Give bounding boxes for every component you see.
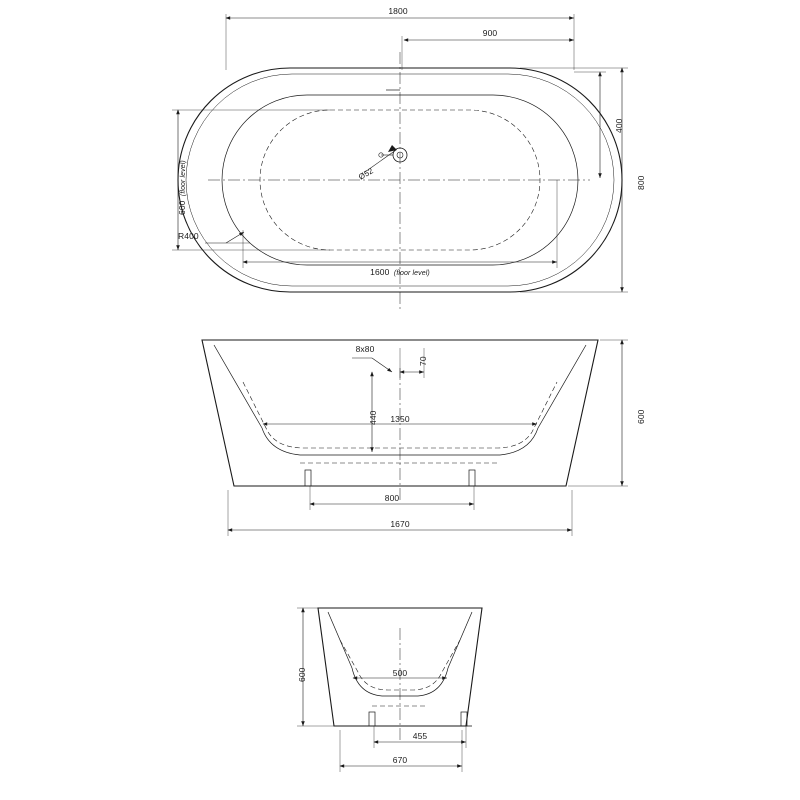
label-top-inner-width-group (172, 160, 190, 215)
label-front-slot-offset: 70 (418, 356, 428, 366)
dim-top-400 (574, 72, 606, 178)
dim-front-600 (568, 340, 628, 486)
label-front-feet-slot: 8x80 (355, 344, 375, 354)
side-view-feet (364, 712, 472, 726)
label-side-overall-height: 600 (297, 667, 307, 682)
label-side-inner-width-top: 500 (392, 668, 408, 678)
label-front-overall-length: 1670 (390, 519, 410, 529)
label-front-overall-height: 600 (636, 409, 646, 424)
leader-r400 (205, 232, 250, 243)
label-side-overall-width: 670 (392, 755, 408, 765)
label-top-overall-width: 800 (636, 175, 646, 190)
label-top-half-length: 900 (482, 28, 498, 38)
front-view-feet (300, 470, 480, 486)
label-top-inner-width-note: (floor level) (180, 160, 187, 197)
label-front-inner-depth: 440 (368, 410, 378, 425)
label-top-inner-length-note: (floor level) (393, 270, 430, 277)
dim-front-8x80 (352, 358, 392, 372)
label-top-overall-length: 1800 (388, 6, 408, 16)
label-top-inner-length: 1600 (370, 267, 390, 277)
label-front-feet-spacing: 800 (384, 493, 400, 503)
label-top-inner-length-group (370, 262, 430, 280)
dim-top-900 (402, 36, 574, 70)
label-corner-radius: R400 (178, 231, 199, 241)
label-side-feet-spacing: 455 (412, 731, 428, 741)
label-front-inner-width-top: 1350 (390, 414, 410, 424)
label-top-half-width: 400 (614, 118, 624, 133)
label-drain-diameter: Ø52 (357, 166, 375, 182)
dim-side-670 (340, 730, 462, 772)
label-top-inner-width: 600 (177, 200, 187, 215)
